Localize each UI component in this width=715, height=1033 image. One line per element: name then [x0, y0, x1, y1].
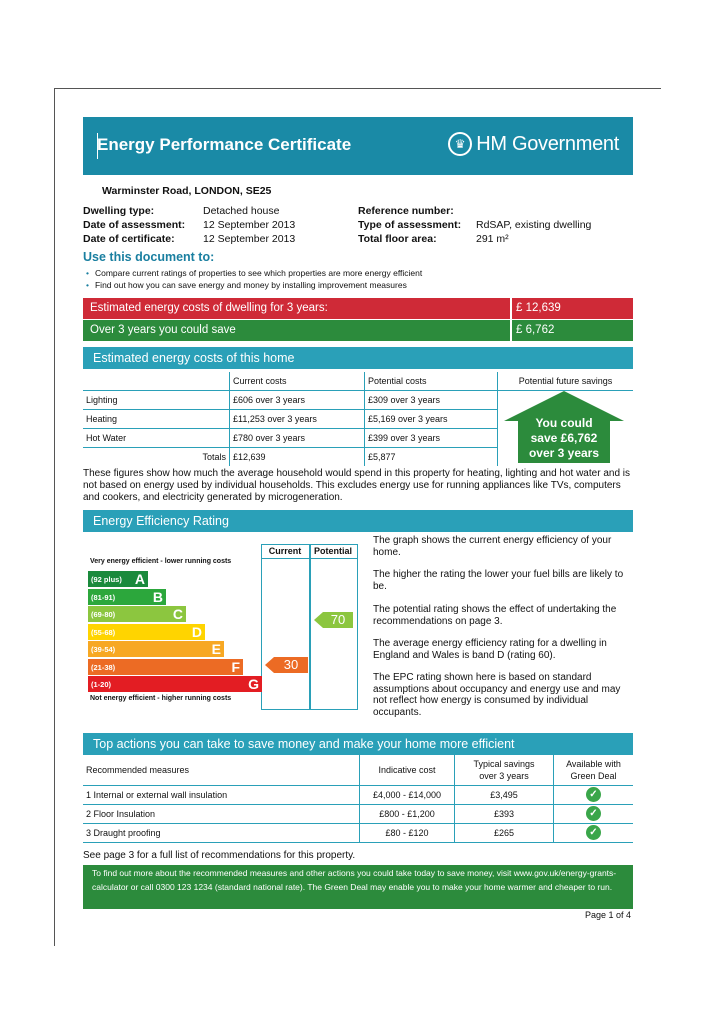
bullet-icon: •: [86, 268, 89, 278]
table-row: 2 Floor Insulation £800 - £1,200 £393 ✓: [83, 804, 633, 823]
table-row: 1 Internal or external wall insulation £4,000 - £14,000 £3,495 ✓: [83, 785, 633, 804]
table-row: Heating £11,253 over 3 years £5,169 over 3 years: [83, 410, 633, 429]
type-assessment-label: Type of assessment:: [358, 219, 462, 231]
page-number: Page 1 of 4: [585, 910, 632, 920]
dwelling-type-value: Detached house: [203, 205, 280, 217]
arrow-line-2: save £6,762: [530, 431, 598, 445]
date-assessment-value: 12 September 2013: [203, 219, 296, 231]
top-actions-table: [83, 755, 633, 843]
arrow-line-1: You could: [535, 416, 593, 430]
header-current-costs: Current costs: [230, 372, 365, 391]
property-address: Warminster Road, LONDON, SE25: [102, 185, 272, 197]
crest-icon: ♛: [448, 132, 472, 156]
current-column: [261, 544, 311, 710]
totals-row: Totals £12,639 £5,877: [83, 448, 633, 467]
certificate-header: [83, 117, 633, 175]
table-header-row: [83, 372, 633, 391]
rating-band-d: (55-68) D: [88, 624, 205, 640]
date-assessment-label: Date of assessment:: [83, 219, 186, 231]
rating-band-g: (1-20) G: [88, 676, 262, 692]
rating-explanation-1: The graph shows the current energy efficiency of your home.: [373, 535, 612, 558]
current-column-header: Current: [261, 544, 309, 559]
date-certificate-value: 12 September 2013: [203, 233, 296, 245]
top-scale-label: Very energy efficient - lower running costs: [90, 558, 232, 565]
rating-band-c: (69-80) C: [88, 606, 186, 622]
header-future-savings: Potential future savings: [498, 372, 634, 391]
page-border-top: [54, 88, 661, 89]
rating-explanation-3: The potential rating shows the effect of undertaking the recommendations on page 3.: [373, 604, 617, 627]
header-potential-costs: Potential costs: [365, 372, 498, 391]
check-icon: ✓: [586, 787, 601, 802]
use-bullet: • Find out how you can save energy and money by installing improvement measures: [86, 280, 407, 290]
rating-band-a: (92 plus) A: [88, 571, 148, 587]
floor-area-value: 291 m²: [476, 233, 509, 245]
table-row: Hot Water £780 over 3 years £399 over 3 years: [83, 429, 633, 448]
energy-costs-section-header: Estimated energy costs of this home: [83, 347, 633, 369]
use-document-title: Use this document to:: [83, 250, 215, 264]
table-row: Lighting £606 over 3 years £309 over 3 years: [83, 391, 633, 410]
rating-band-f: (21-38) F: [88, 659, 243, 675]
page-title: Energy Performance Certificate: [97, 135, 352, 154]
rating-band-e: (39-54) E: [88, 641, 224, 657]
reference-label: Reference number:: [358, 205, 454, 217]
use-bullet: • Compare current ratings of properties to see which properties are more energy efficient: [86, 268, 423, 278]
arrow-line-3: over 3 years: [528, 446, 600, 460]
efficiency-rating-chart: [83, 533, 371, 709]
table-row: 3 Draught proofing £80 - £120 £265 ✓: [83, 823, 633, 842]
savings-arrow: [500, 391, 628, 463]
potential-column-header: Potential: [309, 544, 357, 559]
efficiency-rating-section-header: Energy Efficiency Rating: [83, 510, 633, 532]
dwelling-type-label: Dwelling type:: [83, 205, 155, 217]
top-actions-section-header: Top actions you can take to save money and make your home more efficient: [83, 733, 633, 755]
costs-note: These figures show how much the average household would spend in this property for heating, lighting and hot water and is not based on energy used by individual households. This excludes energy use for running appliances like TVs, computers and cookers, and electricity generated by microgeneration.: [83, 468, 631, 503]
table-header-row: Recommended measures Indicative cost Typical savings over 3 years Available with Green Deal: [83, 755, 633, 785]
could-save-bar: Over 3 years you could save £ 6,762: [83, 320, 633, 341]
check-icon: ✓: [586, 806, 601, 821]
check-icon: ✓: [586, 825, 601, 840]
brand-text: HM Government: [476, 132, 619, 155]
date-certificate-label: Date of certificate:: [83, 233, 175, 245]
rating-explanation-2: The higher the rating the lower your fuel bills are likely to be.: [373, 569, 624, 592]
floor-area-label: Total floor area:: [358, 233, 437, 245]
hm-government-logo: [448, 132, 619, 156]
green-deal-info-box: To find out more about the recommended measures and other actions you could take today to save money, visit www.gov.uk/energy-grants-calculator or call 0300 123 1234 (standard national rate). The Green Deal may enable you to make your home warmer and cheaper to run.: [83, 865, 633, 909]
bottom-scale-label: Not energy efficient - higher running costs: [90, 695, 232, 702]
bullet-icon: •: [86, 280, 89, 290]
rating-explanation-4: The average energy efficiency rating for a dwelling in England and Wales is band D (rating 60).: [373, 638, 607, 661]
see-page-note: See page 3 for a full list of recommendations for this property.: [83, 850, 356, 861]
current-rating-pointer: 30: [274, 657, 308, 673]
rating-band-b: (81-91) B: [88, 589, 166, 605]
rating-explanation-5: The EPC rating shown here is based on standard assumptions about occupancy and energy use and may not reflect how energy is consumed by individual occupants.: [373, 672, 621, 718]
page-border-left: [54, 88, 55, 946]
potential-rating-pointer: 70: [323, 612, 353, 628]
estimated-cost-bar: Estimated energy costs of dwelling for 3 years: £ 12,639: [83, 298, 633, 319]
type-assessment-value: RdSAP, existing dwelling: [476, 219, 592, 231]
